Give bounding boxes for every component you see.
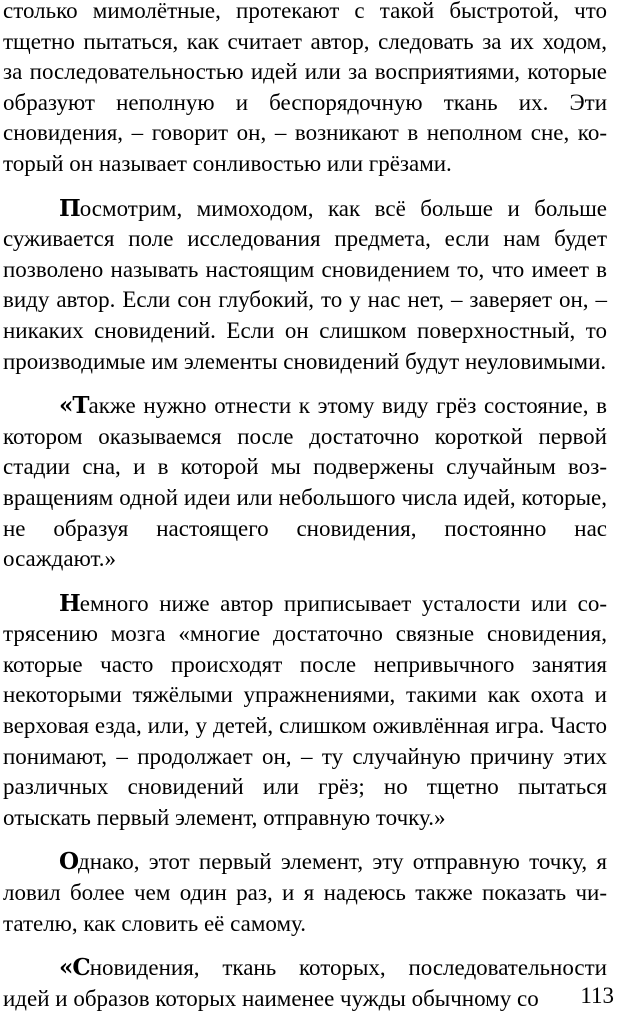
paragraph-text: днако, этот первый элемент, эту отправную точку, я ловил более чем один раз, и я надеюсь также показать читателю, как словить её самому. [3, 849, 607, 936]
initial-letter: «С [59, 954, 90, 982]
paragraph-text: осмотрим, мимоходом, как всё больше и больше суживается поле исследования предмета, если нам будет позволено называть настоящим сновидением то, что имеет в виду автор. Если сон глубокий, то у нас нет, – заверяет он, – никаких сновидений. Если он слишком поверхностный, то производимые им элементы сновидений будут неуловимыми. [3, 195, 607, 374]
paragraph-6 [3, 953, 607, 1014]
paragraph-2 [3, 194, 607, 378]
page-number: 113 [580, 983, 614, 1008]
initial-letter: «Т [59, 392, 89, 420]
paragraph-1 [3, 0, 607, 180]
paragraph-text: емного ниже автор приписывает усталости или сотрясению мозга «многие достаточно связные сновидения, которые часто происходят после непривычного занятия некоторыми тяжёлыми упражнениями, такими как охота и верховая езда, или, у детей, слишком оживлённая игра. Часто понимают, – продолжает он, – ту случайную причину этих различных сновидений или грёз; но тщетно пытаться отыскать первый элемент, отправную точку.» [3, 590, 607, 830]
body-text [3, 0, 607, 1028]
paragraph-text: столько мимолётные, протекают с такой быстротой, что тщетно пытаться, как считает автор, следовать за их ходом, за последовательностью идей или за восприятиями, которые образуют неполную и беспорядочную ткань их. Эти сновидения, – говорит он, – возникают в неполном сне, который он называет сонливостью или грёзами. [3, 0, 607, 176]
initial-letter: П [59, 194, 80, 222]
paragraph-3 [3, 391, 607, 575]
initial-letter: О [59, 848, 79, 876]
paragraph-text: акже нужно отнести к этому виду грёз состояние, в котором оказываемся после достаточно короткой первой стадии сна, и в которой мы подвержены случайным возвращениям одной идеи или небольшого числа идей, которые, не образуя настоящего сновидения, постоянно нас осаждают.» [3, 393, 607, 572]
paragraph-5 [3, 847, 607, 939]
paragraph-4 [3, 589, 607, 834]
paragraph-text: новидения, ткань которых, последовательности идей и образов которых наименее чужды обычному со [3, 955, 607, 1011]
initial-letter: Н [59, 589, 80, 617]
